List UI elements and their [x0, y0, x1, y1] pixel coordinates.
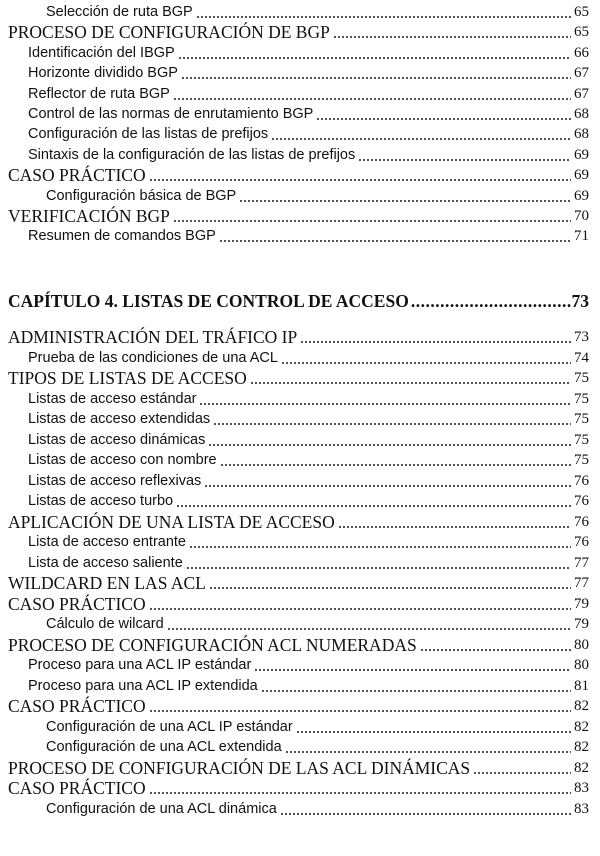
dot-leader [239, 200, 571, 202]
toc-entry[interactable] [28, 553, 589, 573]
toc-entry[interactable] [46, 737, 589, 757]
entry-page-number: 82 [574, 718, 589, 735]
entry-page-number: 66 [574, 44, 589, 61]
entry-title: Listas de acceso estándar [28, 390, 197, 407]
toc-entry[interactable] [28, 226, 589, 246]
entry-title: Listas de acceso turbo [28, 493, 174, 509]
entry-page-number: 65 [574, 24, 589, 41]
toc-entry[interactable] [28, 43, 589, 63]
entry-page-number: 76 [574, 472, 589, 489]
dot-leader [219, 240, 571, 242]
entry-page-number: 69 [574, 146, 589, 163]
dot-leader [199, 403, 571, 405]
dot-leader [316, 118, 571, 120]
entry-page-number: 69 [574, 167, 589, 184]
toc-entry[interactable] [28, 63, 589, 83]
entry-page-number: 76 [574, 534, 589, 550]
dot-leader [358, 159, 571, 161]
entry-page-number: 67 [574, 65, 589, 82]
entry-title: CASO PRÁCTICO [8, 593, 146, 614]
entry-title: CASO PRÁCTICO [8, 696, 146, 716]
toc-entry[interactable] [28, 676, 589, 696]
chapter-page-number: 73 [571, 291, 589, 311]
entry-page-number: 82 [574, 739, 589, 755]
toc-entry[interactable] [46, 717, 589, 737]
dot-leader [209, 587, 571, 589]
entry-page-number: 75 [574, 370, 589, 386]
entry-page-number: 83 [574, 780, 589, 796]
dot-leader [296, 731, 571, 733]
toc-entry[interactable] [28, 491, 589, 511]
toc-entry[interactable] [46, 186, 589, 206]
entry-page-number: 81 [574, 677, 589, 694]
dot-leader [213, 423, 571, 425]
entry-page-number: 73 [574, 329, 589, 345]
dot-leader [173, 220, 571, 222]
entry-title: Configuración básica de BGP [46, 187, 237, 204]
dot-leader [186, 567, 571, 569]
chapter-title: CAPÍTULO 4. LISTAS DE CONTROL DE ACCESO [8, 291, 409, 311]
toc-entry[interactable] [28, 124, 589, 144]
entry-page-number: 75 [574, 452, 589, 468]
dot-leader [281, 362, 571, 364]
entry-page-number: 76 [574, 493, 589, 509]
entry-title: Prueba de las condiciones de una ACL [28, 349, 278, 366]
entry-page-number: 79 [574, 595, 589, 612]
entry-page-number: 82 [574, 759, 589, 776]
dot-leader [420, 649, 571, 651]
entry-title: Sintaxis de la configuración de las listas de prefijos [28, 146, 356, 163]
toc-entry[interactable] [28, 145, 589, 165]
entry-page-number: 65 [574, 4, 589, 20]
toc-entry[interactable] [28, 389, 589, 409]
entry-title: Reflector de ruta BGP [28, 85, 170, 102]
entry-title: ADMINISTRACIÓN DEL TRÁFICO IP [8, 327, 298, 347]
toc-entry[interactable] [8, 573, 589, 593]
entry-title: Selección de ruta BGP [46, 4, 193, 20]
entry-page-number: 70 [574, 208, 589, 224]
entry-title: CASO PRÁCTICO [8, 165, 146, 186]
entry-title: Lista de acceso saliente [28, 554, 183, 571]
entry-title: PROCESO DE CONFIGURACIÓN DE BGP [8, 22, 330, 43]
dot-leader [178, 57, 571, 59]
toc-entry[interactable] [28, 471, 589, 491]
entry-page-number: 82 [574, 698, 589, 714]
entry-page-number: 80 [574, 657, 589, 673]
dot-leader [409, 291, 572, 312]
dot-leader [196, 16, 571, 18]
toc-entry[interactable] [8, 22, 589, 42]
toc-entry[interactable] [46, 799, 589, 819]
entry-title: WILDCARD EN LAS ACL [8, 573, 206, 593]
entry-title: Listas de acceso extendidas [28, 411, 211, 427]
entry-page-number: 75 [574, 431, 589, 448]
entry-title: Configuración de una ACL IP estándar [46, 718, 293, 735]
toc-entry[interactable] [8, 635, 589, 655]
dot-leader [338, 526, 571, 528]
entry-page-number: 79 [574, 616, 589, 632]
dot-leader [271, 138, 571, 140]
entry-page-number: 74 [574, 349, 589, 366]
dot-leader [149, 792, 571, 794]
entry-title: Cálculo de wilcard [46, 616, 164, 632]
dot-leader [208, 444, 571, 446]
chapter-heading[interactable] [8, 286, 589, 312]
entry-title: Horizonte dividido BGP [28, 65, 178, 82]
entry-title: APLICACIÓN DE UNA LISTA DE ACCESO [8, 511, 335, 532]
entry-title: Proceso para una ACL IP estándar [28, 657, 252, 673]
entry-title: Configuración de las listas de prefijos [28, 126, 269, 143]
entry-title: VERIFICACIÓN BGP [8, 206, 170, 226]
toc-entry[interactable] [28, 532, 589, 552]
toc-entry[interactable] [28, 84, 589, 104]
toc-entry[interactable] [8, 778, 589, 798]
entry-title: Configuración de una ACL dinámica [46, 800, 277, 817]
dot-leader [149, 710, 571, 712]
toc-entry[interactable] [8, 165, 589, 185]
toc-entry[interactable] [46, 614, 589, 634]
toc-entry[interactable] [8, 696, 589, 716]
entry-page-number: 77 [574, 554, 589, 571]
entry-page-number: 67 [574, 85, 589, 102]
dot-leader [167, 628, 571, 630]
entry-page-number: 76 [574, 513, 589, 530]
dot-leader [280, 813, 571, 815]
dot-leader [204, 485, 571, 487]
dot-leader [261, 690, 571, 692]
dot-leader [300, 341, 571, 343]
entry-title: PROCESO DE CONFIGURACIÓN DE LAS ACL DINÁMICAS [8, 757, 471, 778]
toc-entry[interactable] [8, 594, 589, 614]
toc-entry[interactable] [28, 655, 589, 675]
entry-page-number: 68 [574, 126, 589, 143]
dot-leader [473, 772, 571, 774]
entry-title: Configuración de una ACL extendida [46, 739, 282, 755]
toc-entry[interactable] [8, 206, 589, 226]
entry-page-number: 68 [574, 106, 589, 122]
toc-entry[interactable] [8, 368, 589, 388]
entry-page-number: 75 [574, 390, 589, 407]
dot-leader [189, 546, 571, 548]
toc-entry[interactable] [28, 409, 589, 429]
entry-title: PROCESO DE CONFIGURACIÓN ACL NUMERADAS [8, 634, 417, 655]
dot-leader [176, 505, 571, 507]
toc-entry[interactable] [8, 512, 589, 532]
entry-title: Proceso para una ACL IP extendida [28, 677, 258, 694]
entry-title: Identificación del IBGP [28, 44, 175, 61]
dot-leader [285, 751, 571, 753]
entry-title: TIPOS DE LISTAS DE ACCESO [8, 368, 247, 388]
entry-title: Control de las normas de enrutamiento BGP [28, 106, 314, 122]
entry-page-number: 75 [574, 411, 589, 427]
entry-title: Resumen de comandos BGP [28, 228, 216, 245]
toc-entry[interactable] [28, 348, 589, 368]
entry-title: CASO PRÁCTICO [8, 778, 146, 798]
entry-page-number: 71 [574, 228, 589, 245]
entry-page-number: 77 [574, 575, 589, 591]
dot-leader [220, 464, 571, 466]
entry-title: Lista de acceso entrante [28, 534, 186, 550]
toc-entry[interactable] [8, 327, 589, 347]
dot-leader [149, 179, 571, 181]
dot-leader [173, 98, 571, 100]
dot-leader [254, 669, 571, 671]
entry-page-number: 83 [574, 800, 589, 817]
entry-page-number: 80 [574, 636, 589, 653]
dot-leader [250, 382, 571, 384]
entry-title: Listas de acceso dinámicas [28, 431, 206, 448]
dot-leader [181, 77, 571, 79]
toc-entry[interactable] [8, 758, 589, 778]
entry-title: Listas de acceso reflexivas [28, 472, 202, 489]
entry-page-number: 69 [574, 187, 589, 204]
dot-leader [149, 608, 571, 610]
dot-leader [333, 36, 571, 38]
entry-title: Listas de acceso con nombre [28, 452, 217, 468]
toc-entry[interactable] [28, 104, 589, 124]
toc-entry[interactable] [28, 430, 589, 450]
toc-entry[interactable] [28, 450, 589, 470]
toc-entry[interactable] [46, 2, 589, 22]
